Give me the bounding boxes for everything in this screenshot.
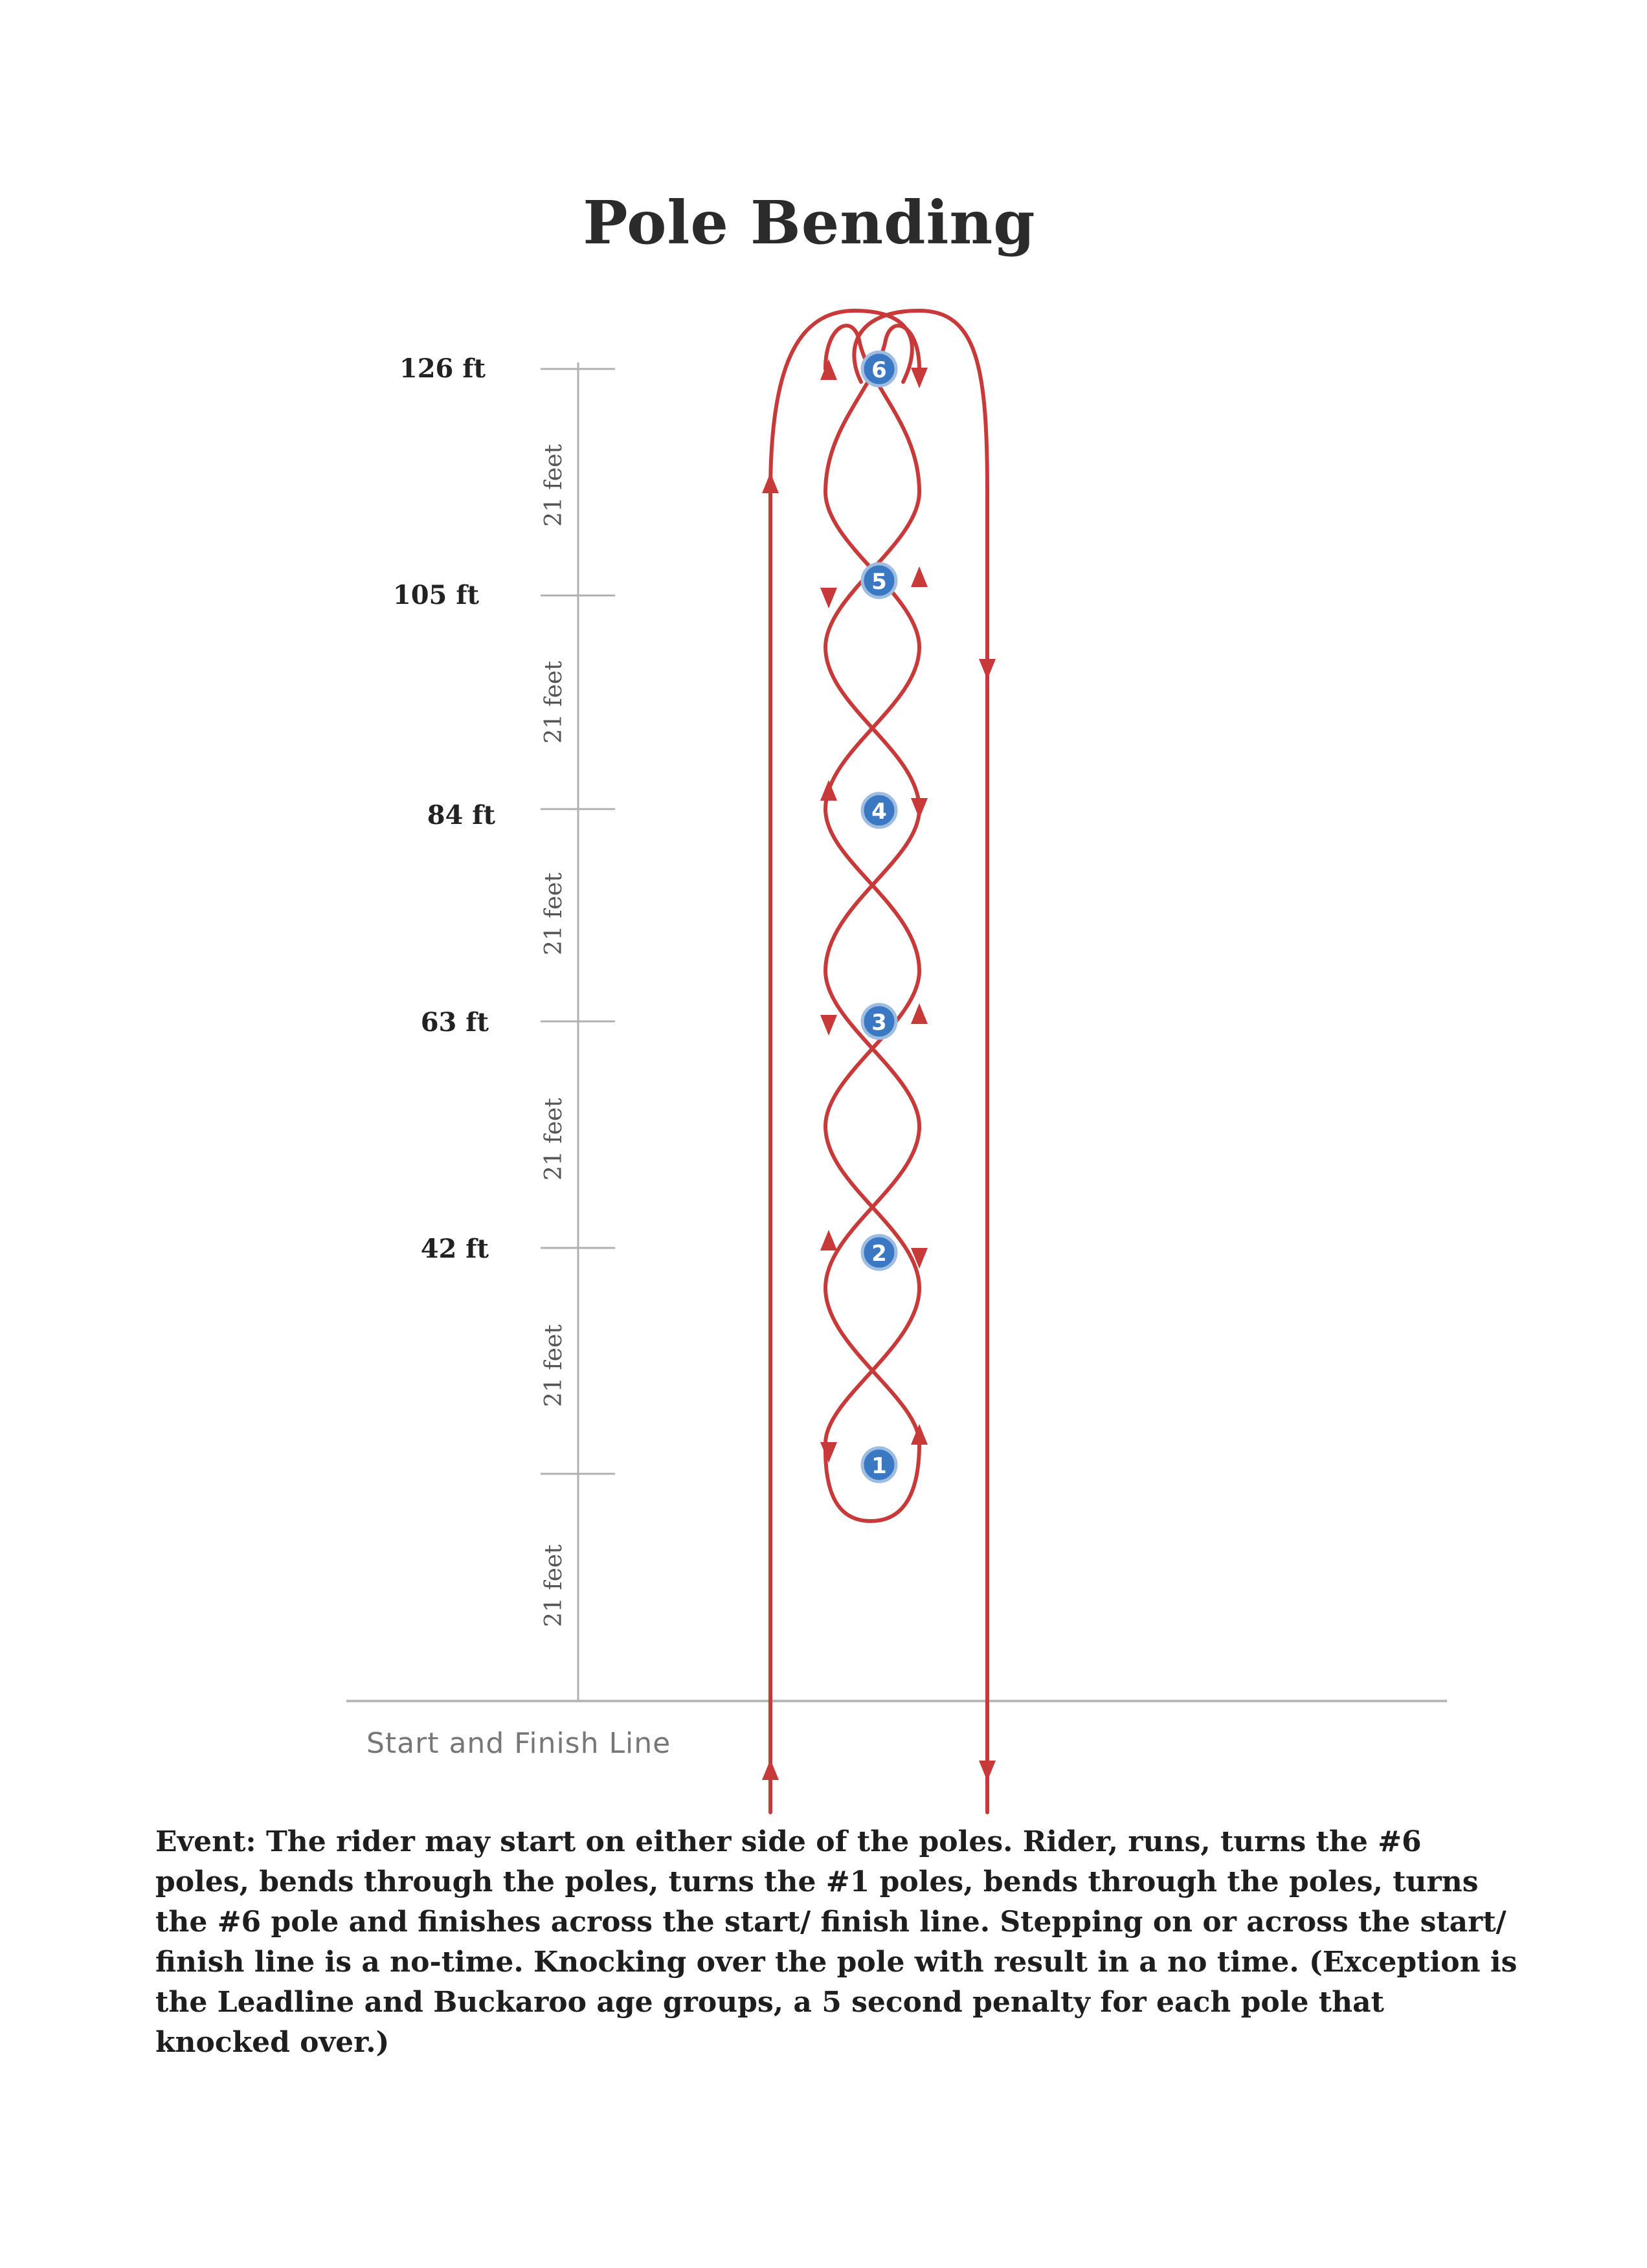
- arrow-down: [911, 798, 928, 819]
- segment-label-6: 21 feet: [541, 1544, 567, 1627]
- event-description: Event: The rider may start on either side of the poles. Rider, runs, turns the #6 poles, bends through the poles, turns the #1 poles, bends through the poles, turns the #6 pole and finishes across the start/ finish line. Stepping on or across the start/ finish line is a no-time. Knocking over the pole with result in a no time. (Exception is the Leadline and Buckaroo age groups, a 5 second penalty for each pole that knocked over.): [155, 1825, 1518, 2059]
- arrow-up: [820, 1230, 837, 1251]
- arrow-down: [911, 368, 928, 388]
- pole-2: [862, 1236, 896, 1269]
- weave-path-b: [825, 326, 919, 1443]
- arrow-down: [979, 1761, 996, 1781]
- outer-path-left: [770, 311, 912, 1812]
- run-path: [770, 311, 987, 1812]
- pole-1: [862, 1448, 896, 1482]
- segment-label-1: 21 feet: [541, 444, 567, 527]
- start-finish-line-label: Start and Finish Line: [366, 1727, 671, 1760]
- segment-label-3: 21 feet: [541, 873, 567, 955]
- distance-label-84: 84 ft: [427, 800, 495, 830]
- pole-6: [862, 352, 896, 386]
- distance-label-105: 105 ft: [392, 580, 479, 610]
- arrow-down: [820, 588, 837, 608]
- distance-axis: [541, 362, 615, 1701]
- arrow-up: [820, 359, 837, 380]
- arrow-up: [911, 1003, 928, 1024]
- pole-3: [862, 1005, 896, 1038]
- distance-label-42: 42 ft: [420, 1234, 489, 1264]
- arrow-down: [979, 659, 996, 680]
- pole-4: [862, 794, 896, 827]
- distance-label-126: 126 ft: [399, 353, 486, 384]
- pole-5-number: 5: [871, 569, 887, 595]
- arrow-down: [820, 1015, 837, 1036]
- segment-label-4: 21 feet: [541, 1098, 567, 1181]
- pole-4-number: 4: [871, 799, 887, 825]
- page-title: Pole Bending: [583, 188, 1036, 258]
- segment-label-5: 21 feet: [541, 1324, 567, 1407]
- arrow-up: [762, 472, 779, 493]
- distance-label-63: 63 ft: [420, 1007, 489, 1038]
- pole-1-number: 1: [871, 1453, 887, 1479]
- arrow-down: [820, 1442, 837, 1463]
- pole-6-number: 6: [871, 357, 887, 383]
- arrow-up: [911, 566, 928, 587]
- poles: [862, 352, 896, 1482]
- pole-3-number: 3: [871, 1010, 887, 1036]
- arrow-up: [762, 1759, 779, 1780]
- pole-2-number: 2: [871, 1241, 887, 1267]
- segment-label-2: 21 feet: [541, 661, 567, 744]
- outer-path-right: [854, 311, 987, 1812]
- arrow-up: [820, 780, 837, 801]
- pole-5: [862, 564, 896, 597]
- arrow-up: [911, 1424, 928, 1445]
